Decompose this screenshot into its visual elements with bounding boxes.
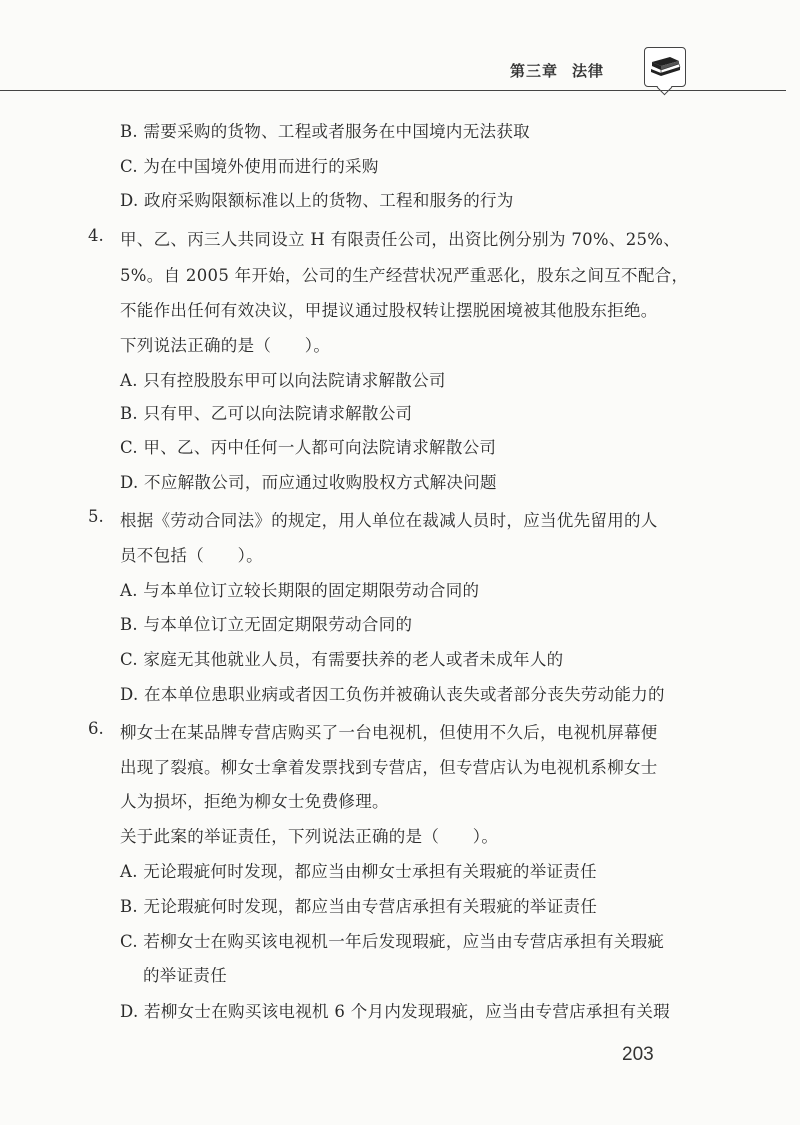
page-number: 203 xyxy=(622,1044,654,1065)
option: C. 若柳女士在购买该电视机一年后发现瑕疵，应当由专营店承担有关瑕疵 xyxy=(120,932,665,951)
question-text: 下列说法正确的是（ ）。 xyxy=(120,336,331,355)
chapter-name: 法律 xyxy=(572,62,605,80)
option: B. 与本单位订立无固定期限劳动合同的 xyxy=(120,615,413,634)
chapter-number: 第三章 xyxy=(510,62,559,80)
option: D. 不应解散公司，而应通过收购股权方式解决问题 xyxy=(120,473,497,492)
option-continuation: 的举证责任 xyxy=(143,966,227,985)
option: B. 需要采购的货物、工程或者服务在中国境内无法获取 xyxy=(120,122,530,141)
question-text: 柳女士在某品牌专营店购买了一台电视机，但使用不久后，电视机屏幕便 xyxy=(120,723,658,742)
question-text: 关于此案的举证责任，下列说法正确的是（ ）。 xyxy=(120,827,499,846)
question-text: 不能作出任何有效决议，甲提议通过股权转让摆脱困境被其他股东拒绝。 xyxy=(120,301,658,320)
question-number: 4. xyxy=(88,226,104,245)
question-text: 员不包括（ ）。 xyxy=(120,546,263,565)
question-text: 人为损坏，拒绝为柳女士免费修理。 xyxy=(120,792,389,811)
option: C. 家庭无其他就业人员，有需要扶养的老人或者未成年人的 xyxy=(120,650,564,669)
question-text: 根据《劳动合同法》的规定，用人单位在裁减人员时，应当优先留用的人 xyxy=(120,511,658,530)
option: D. 政府采购限额标准以上的货物、工程和服务的行为 xyxy=(120,191,514,210)
option: B. 只有甲、乙可以向法院请求解散公司 xyxy=(120,404,413,423)
option: A. 无论瑕疵何时发现，都应当由柳女士承担有关瑕疵的举证责任 xyxy=(120,862,597,881)
option: D. 在本单位患职业病或者因工负伤并被确认丧失或者部分丧失劳动能力的 xyxy=(120,685,665,704)
question-text: 出现了裂痕。柳女士拿着发票找到专营店，但专营店认为电视机系柳女士 xyxy=(120,758,658,777)
option: C. 为在中国境外使用而进行的采购 xyxy=(120,157,379,176)
option: B. 无论瑕疵何时发现，都应当由专营店承担有关瑕疵的举证责任 xyxy=(120,897,598,916)
question-text: 5%。自 2005 年开始，公司的生产经营状况严重恶化，股东之间互不配合， xyxy=(120,266,689,285)
option: A. 与本单位订立较长期限的固定期限劳动合同的 xyxy=(120,581,480,600)
header-rule xyxy=(0,90,786,91)
question-number: 6. xyxy=(88,719,104,738)
books-icon xyxy=(644,47,686,87)
option: A. 只有控股股东甲可以向法院请求解散公司 xyxy=(120,371,446,390)
option: D. 若柳女士在购买该电视机 6 个月内发现瑕疵，应当由专营店承担有关瑕 xyxy=(120,1002,670,1021)
question-number: 5. xyxy=(88,507,104,526)
option: C. 甲、乙、丙中任何一人都可向法院请求解散公司 xyxy=(120,438,497,457)
question-text: 甲、乙、丙三人共同设立 H 有限责任公司，出资比例分别为 70%、25%、 xyxy=(120,230,681,249)
chapter-title xyxy=(510,60,618,81)
